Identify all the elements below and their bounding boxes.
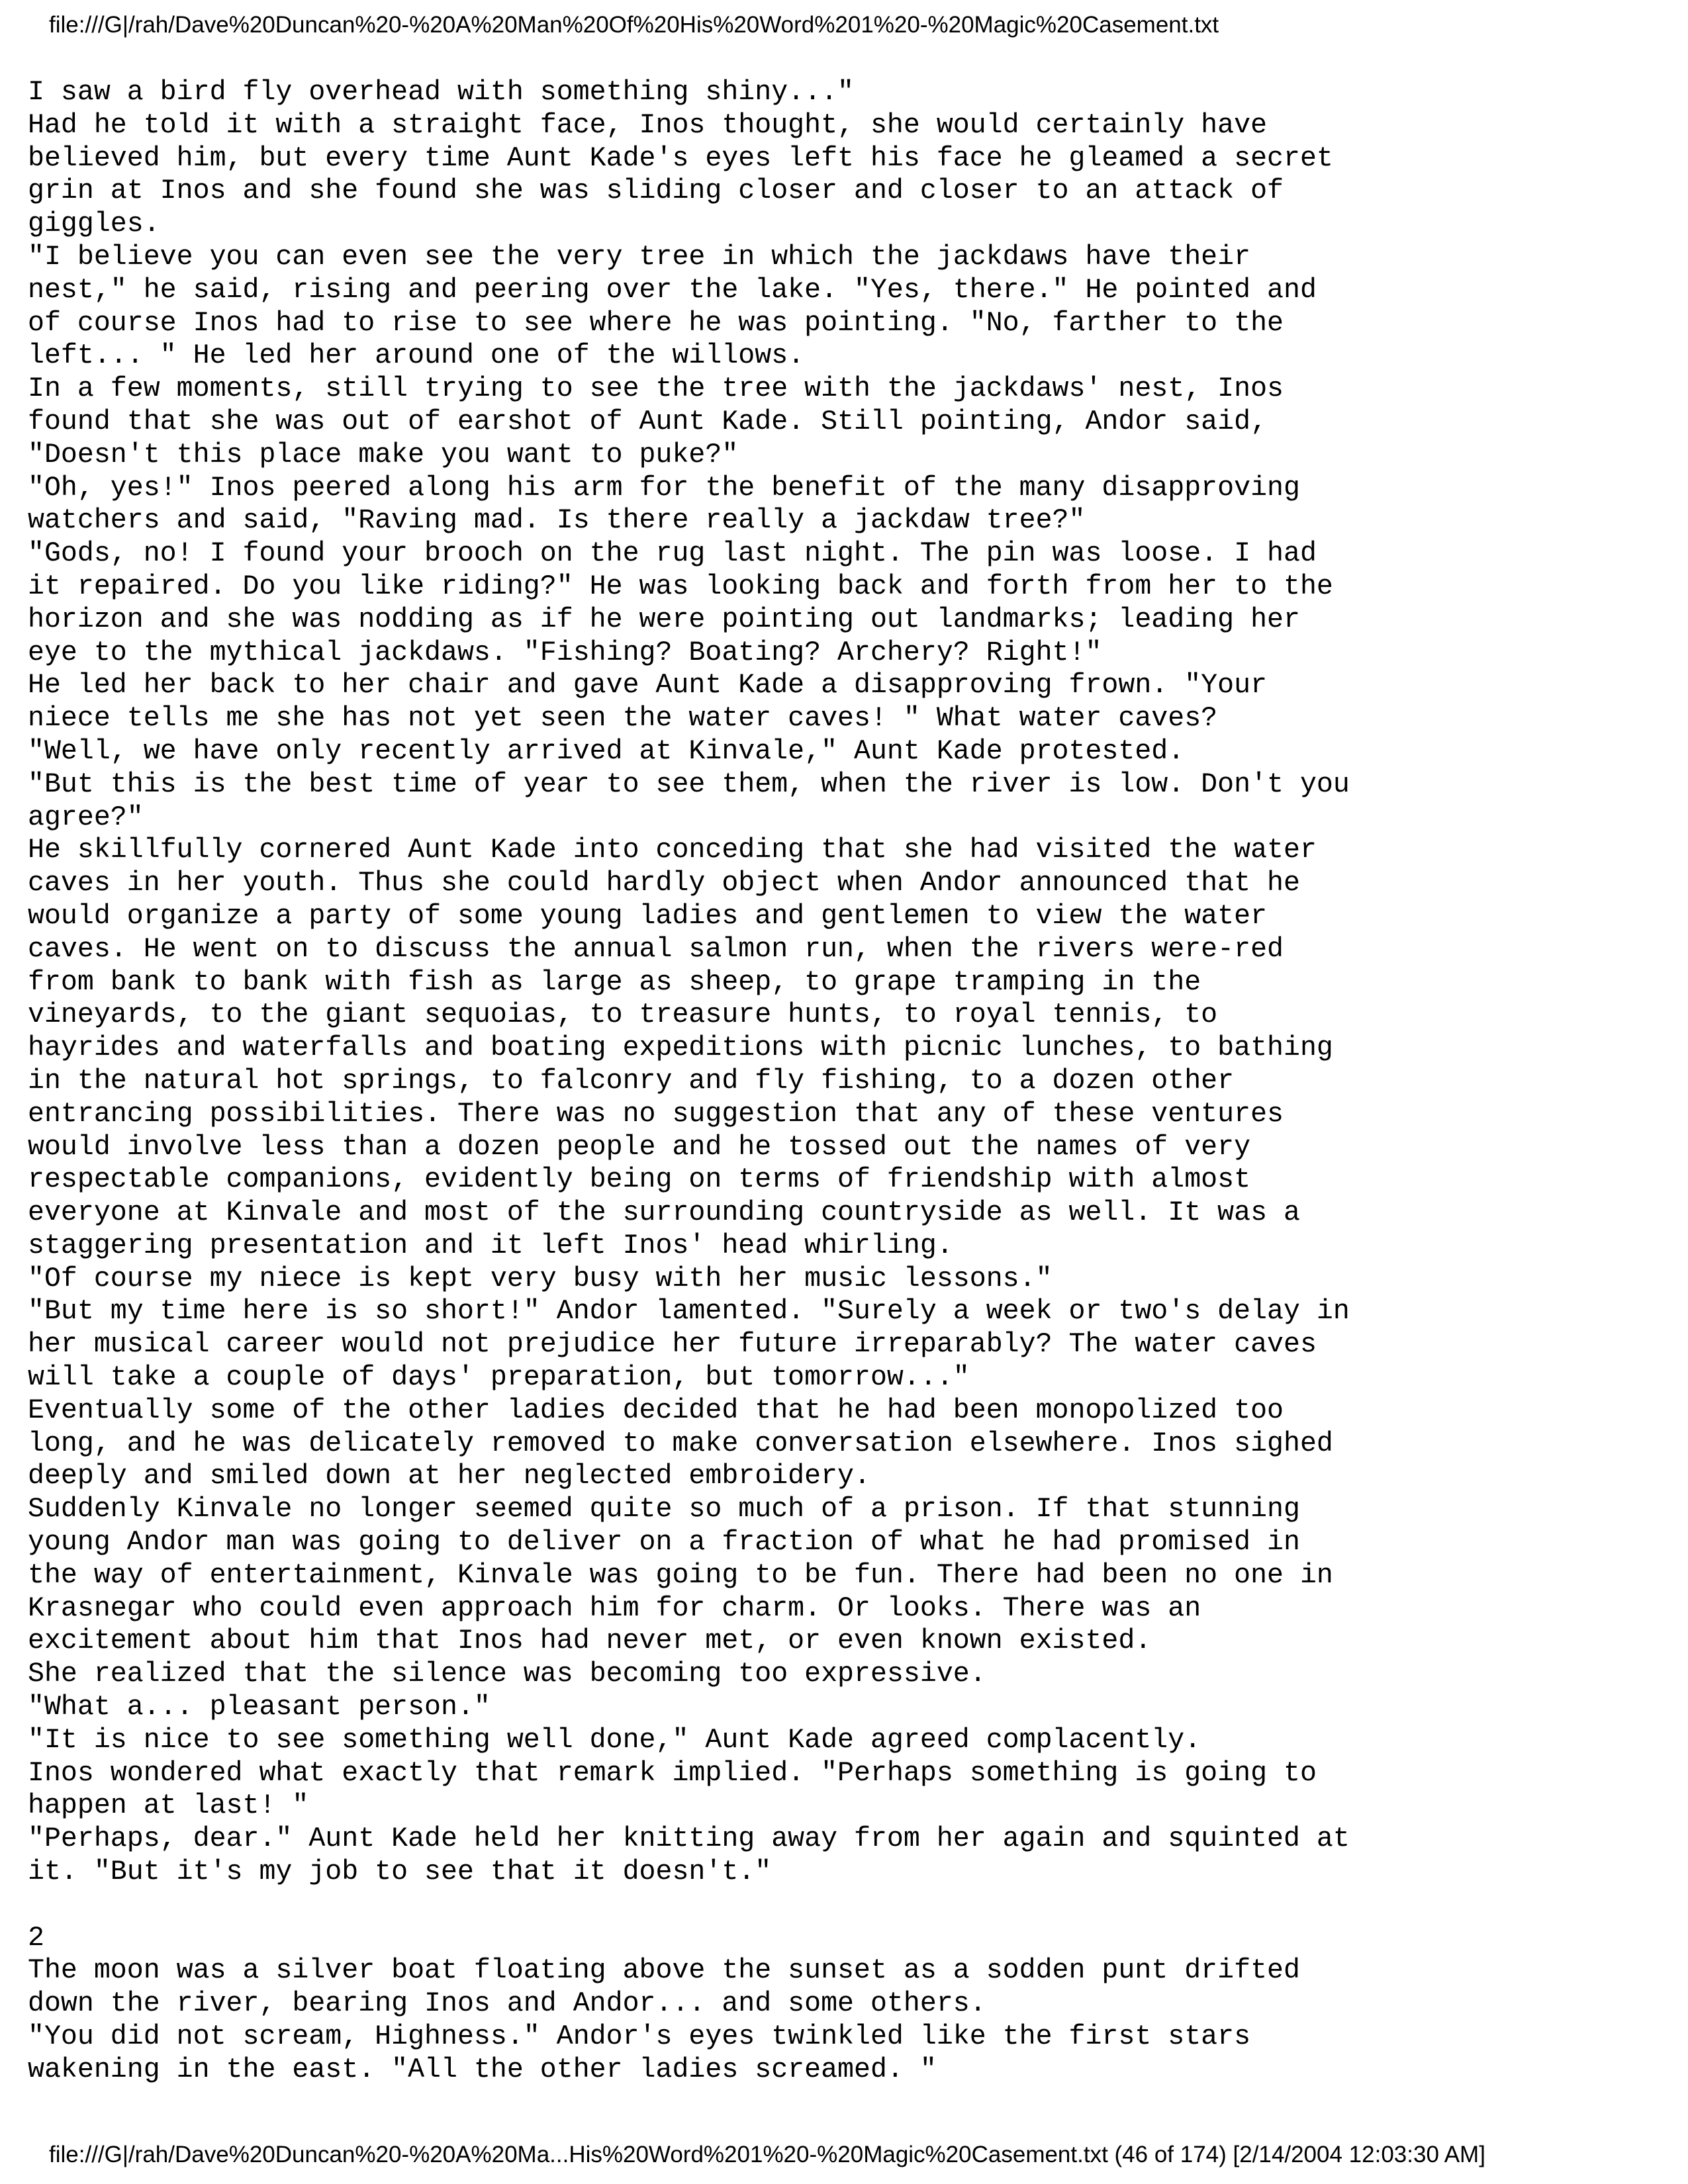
text-line: Inos wondered what exactly that remark implied. "Perhaps something is going to (28, 1757, 1317, 1789)
text-line: staggering presentation and it left Inos' head whirling. (28, 1230, 953, 1261)
text-line: niece tells me she has not yet seen the water caves! " What water caves? (28, 703, 1218, 735)
text-line: deeply and smiled down at her neglected embroidery. (28, 1461, 870, 1492)
text-line: The moon was a silver boat floating above the sunset as a sodden punt drifted (28, 1955, 1300, 1987)
text-line: horizon and she was nodding as if he were pointing out landmarks; leading her (28, 604, 1300, 635)
text-line: "Perhaps, dear." Aunt Kade held her knitting away from her again and squinted at (28, 1823, 1350, 1855)
text-line: found that she was out of earshot of Aunt Kade. Still pointing, Andor said, (28, 406, 1268, 437)
text-line: giggles. (28, 208, 160, 240)
text-line: it. "But it's my job to see that it doesn't." (28, 1856, 772, 1888)
text-line: "Oh, yes!" Inos peered along his arm for the benefit of the many disapproving (28, 472, 1300, 504)
text-line: everyone at Kinvale and most of the surrounding countryside as well. It was a (28, 1197, 1300, 1229)
text-line: nest," he said, rising and peering over the lake. "Yes, there." He pointed and (28, 274, 1317, 306)
text-line: will take a couple of days' preparation, but tomorrow..." (28, 1362, 970, 1394)
text-line: of course Inos had to rise to see where he was pointing. "No, farther to the (28, 307, 1284, 339)
text-line: "Well, we have only recently arrived at Kinvale," Aunt Kade protested. (28, 735, 1185, 767)
text-line: would involve less than a dozen people and he tossed out the names of very (28, 1131, 1251, 1163)
text-line: down the river, bearing Inos and Andor... and some others. (28, 1988, 986, 2020)
text-line: He led her back to her chair and gave Aunt Kade a disapproving frown. "Your (28, 670, 1268, 702)
text-line: grin at Inos and she found she was sliding closer and closer to an attack of (28, 175, 1284, 207)
text-line: left... " He led her around one of the willows. (28, 340, 805, 372)
text-line: "Doesn't this place make you want to puke?" (28, 439, 739, 471)
text-line: "But my time here is so short!" Andor lamented. "Surely a week or two's delay in (28, 1296, 1350, 1328)
text-line: "It is nice to see something well done," Aunt Kade agreed complacently. (28, 1724, 1201, 1756)
text-line: Had he told it with a straight face, Inos thought, she would certainly have (28, 109, 1268, 141)
text-line: 2 (28, 1922, 44, 1954)
text-line: "You did not scream, Highness." Andor's eyes twinkled like the first stars (28, 2021, 1251, 2053)
text-line: long, and he was delicately removed to make conversation elsewhere. Inos sighed (28, 1428, 1333, 1459)
text-line: caves. He went on to discuss the annual salmon run, when the rivers were-red (28, 933, 1284, 965)
text-line: entrancing possibilities. There was no suggestion that any of these ventures (28, 1098, 1284, 1130)
text-line: Krasnegar who could even approach him for charm. Or looks. There was an (28, 1592, 1201, 1624)
text-line: would organize a party of some young ladies and gentlemen to view the water (28, 900, 1268, 932)
text-line: excitement about him that Inos had never met, or even known existed. (28, 1625, 1152, 1657)
text-line: I saw a bird fly overhead with something shiny..." (28, 77, 855, 108)
text-line: happen at last! " (28, 1790, 309, 1822)
text-line: Eventually some of the other ladies decided that he had been monopolized too (28, 1394, 1284, 1426)
text-line: the way of entertainment, Kinvale was going to be fun. There had been no one in (28, 1559, 1333, 1591)
text-line: In a few moments, still trying to see the tree with the jackdaws' nest, Inos (28, 373, 1284, 405)
text-line: Suddenly Kinvale no longer seemed quite so much of a prison. If that stunning (28, 1494, 1300, 1525)
text-line: wakening in the east. "All the other ladies screamed. " (28, 2054, 937, 2085)
text-line: "Gods, no! I found your brooch on the rug last night. The pin was loose. I had (28, 538, 1317, 570)
text-line: watchers and said, "Raving mad. Is there really a jackdaw tree?" (28, 505, 1086, 537)
document-body (28, 76, 1656, 2087)
text-line: "Of course my niece is kept very busy with her music lessons." (28, 1263, 1053, 1295)
text-line: her musical career would not prejudice her future irreparably? The water caves (28, 1329, 1317, 1361)
text-line: "What a... pleasant person." (28, 1692, 491, 1723)
text-line: it repaired. Do you like riding?" He was looking back and forth from her to the (28, 570, 1333, 602)
text-line: believed him, but every time Aunt Kade's eyes left his face he gleamed a secret (28, 142, 1333, 174)
text-line: He skillfully cornered Aunt Kade into conceding that she had visited the water (28, 835, 1317, 866)
text-line: She realized that the silence was becoming too expressive. (28, 1659, 986, 1690)
text-line: vineyards, to the giant sequoias, to treasure hunts, to royal tennis, to (28, 999, 1218, 1031)
text-line: hayrides and waterfalls and boating expeditions with picnic lunches, to bathing (28, 1032, 1333, 1064)
text-line: from bank to bank with fish as large as sheep, to grape tramping in the (28, 966, 1201, 998)
text-line: in the natural hot springs, to falconry and fly fishing, to a dozen other (28, 1065, 1235, 1097)
text-line: caves in her youth. Thus she could hardly object when Andor announced that he (28, 868, 1300, 899)
text-line: "I believe you can even see the very tree in which the jackdaws have their (28, 241, 1251, 273)
footer-file-path: file:///G|/rah/Dave%20Duncan%20-%20A%20Ma...His%20Word%201%20-%20Magic%20Casement.txt (46 of 174) [2/14/2004 12:03:30 AM] (49, 2142, 1485, 2167)
text-line: eye to the mythical jackdaws. "Fishing? Boating? Archery? Right!" (28, 637, 1102, 668)
text-line: young Andor man was going to deliver on a fraction of what he had promised in (28, 1527, 1300, 1559)
header-file-path: file:///G|/rah/Dave%20Duncan%20-%20A%20Man%20Of%20His%20Word%201%20-%20Magic%20Casement.txt (49, 12, 1219, 38)
text-line: "But this is the best time of year to see them, when the river is low. Don't you (28, 768, 1350, 800)
text-line: agree?" (28, 801, 144, 833)
text-line (28, 1889, 1656, 1922)
text-line: respectable companions, evidently being on terms of friendship with almost (28, 1164, 1251, 1196)
